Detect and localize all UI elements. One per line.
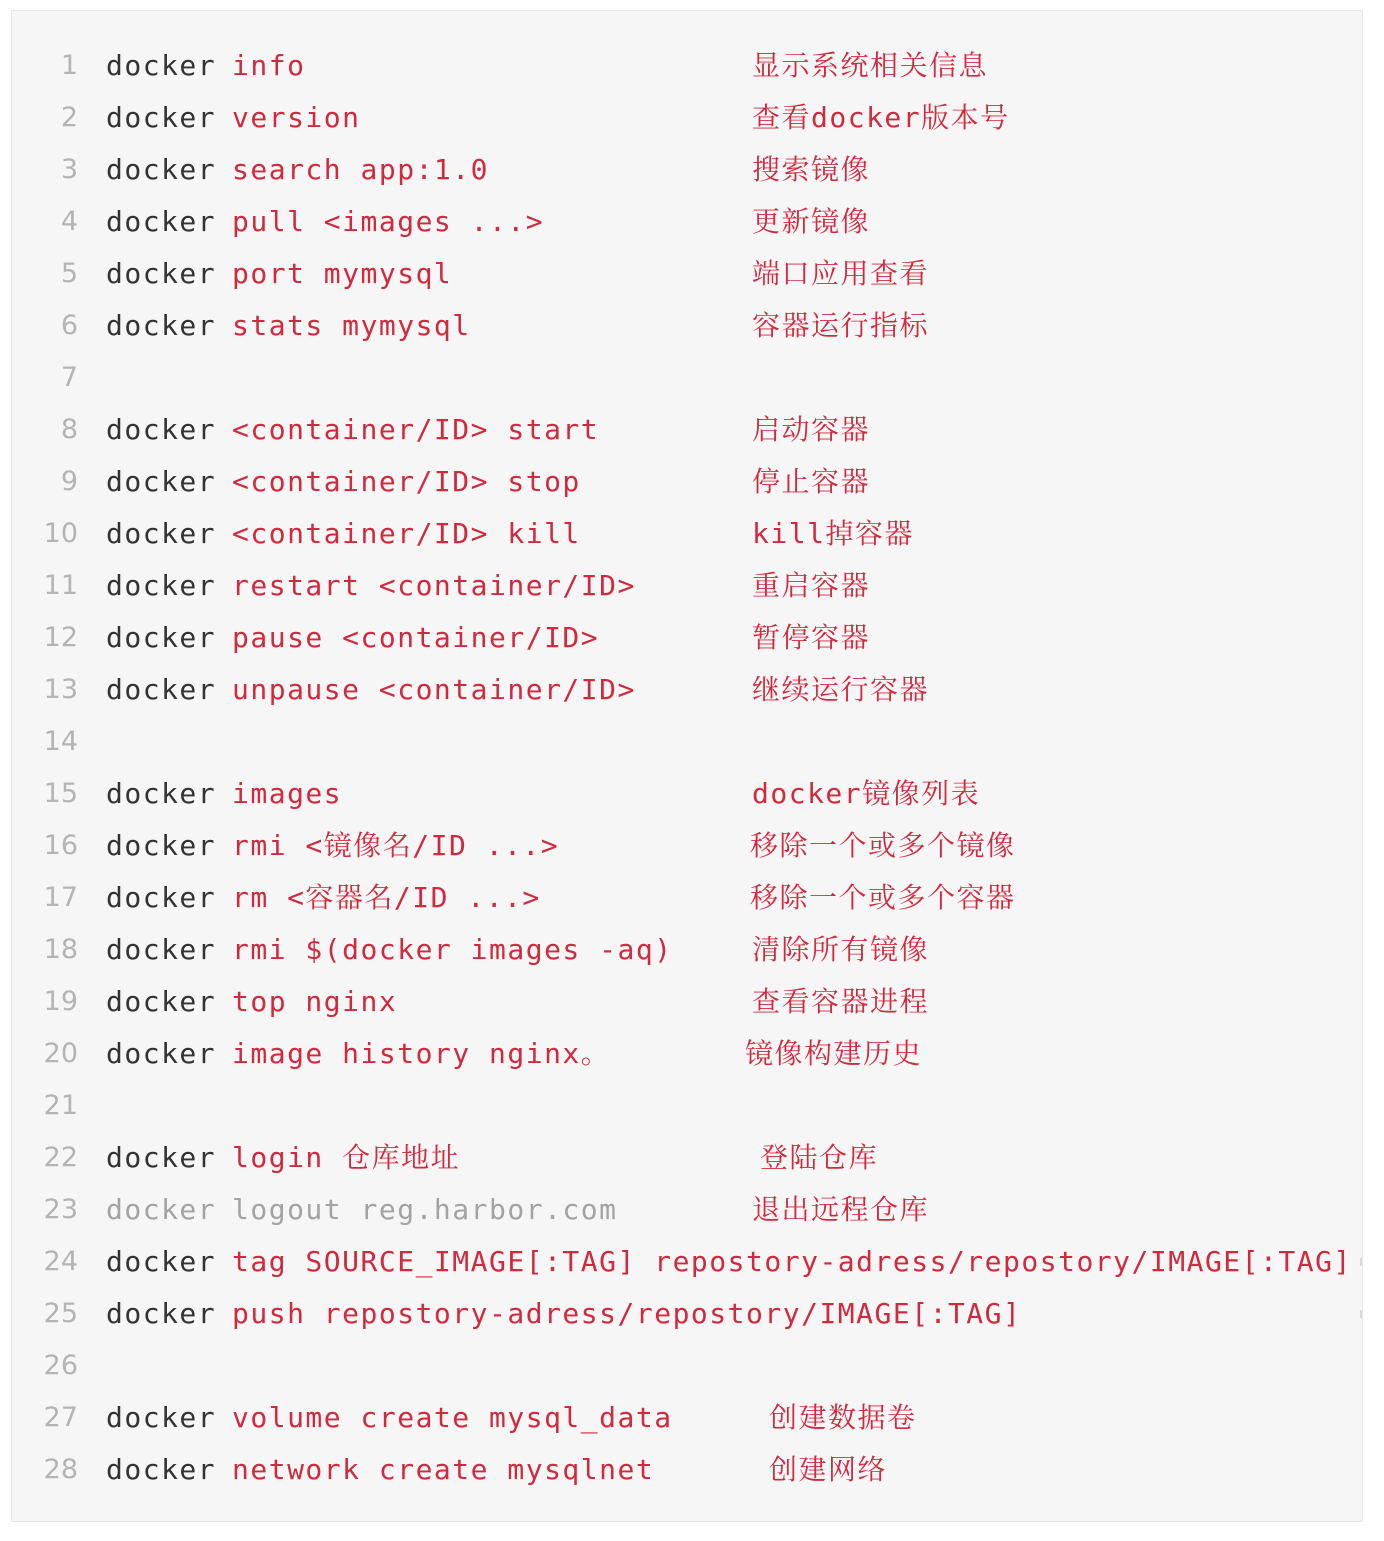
command-keyword: docker — [106, 985, 217, 1018]
line-number: 14 — [43, 726, 78, 757]
command-keyword: docker — [106, 101, 217, 134]
code-line — [12, 976, 1363, 1028]
command-arguments: top nginx — [232, 985, 398, 1018]
command-comment: 清除所有镜像 — [752, 933, 930, 966]
line-number: 16 — [43, 830, 78, 861]
code-line — [12, 612, 1363, 664]
command-keyword: docker — [106, 881, 217, 914]
line-number: 18 — [43, 934, 78, 965]
line-number: 13 — [43, 674, 78, 705]
command-arguments: stats mymysql — [232, 309, 471, 342]
code-line — [12, 248, 1363, 300]
line-number: 28 — [43, 1454, 78, 1485]
code-line — [12, 1184, 1363, 1236]
line-number: 26 — [43, 1350, 78, 1381]
command-keyword: docker — [106, 309, 217, 342]
command-arguments: pull <images ...> — [232, 205, 545, 238]
command-keyword: docker — [106, 49, 217, 82]
command-comment: 重启容器 — [752, 569, 871, 602]
line-number: 12 — [43, 622, 78, 653]
command-arguments: rmi <镜像名/ID ...> — [232, 829, 560, 862]
command-arguments: <container/ID> stop — [232, 465, 581, 498]
command-keyword: docker — [106, 1297, 217, 1330]
command-keyword: docker — [106, 1401, 217, 1434]
command-arguments: search app:1.0 — [232, 153, 490, 186]
line-number: 22 — [43, 1142, 78, 1173]
command-keyword: docker — [106, 621, 217, 654]
code-line — [12, 352, 1363, 404]
code-line — [12, 716, 1363, 768]
command-keyword: docker — [106, 465, 217, 498]
command-comment: 移除一个或多个镜像 — [750, 829, 1016, 862]
code-line — [12, 508, 1363, 560]
line-number: 9 — [60, 466, 78, 497]
command-comment: 端口应用查看 — [752, 257, 930, 290]
command-arguments: rm <容器名/ID ...> — [232, 881, 541, 914]
line-number: 2 — [60, 102, 78, 133]
command-keyword: docker — [106, 153, 217, 186]
command-keyword: docker — [106, 1037, 217, 1070]
command-comment: 镜像构建历史 — [745, 1037, 923, 1070]
line-number: 7 — [60, 362, 78, 393]
command-keyword: docker — [106, 569, 217, 602]
line-number: 8 — [60, 414, 78, 445]
command-keyword: docker — [106, 933, 217, 966]
command-comment: 启动容器 — [752, 413, 871, 446]
line-number: 15 — [43, 778, 78, 809]
command-arguments: <container/ID> start — [232, 413, 600, 446]
command-arguments: port mymysql — [232, 257, 453, 290]
code-line — [12, 560, 1363, 612]
line-number: 3 — [60, 154, 78, 185]
command-arguments: push repostory-adress/repostory/IMAGE[:TAG] — [232, 1297, 1022, 1330]
command-keyword: docker — [106, 257, 217, 290]
command-arguments: volume create mysql_data — [232, 1401, 673, 1434]
command-arguments: pause <container/ID> — [232, 621, 600, 654]
command-keyword: docker — [106, 517, 217, 550]
code-line — [12, 404, 1363, 456]
command-keyword: docker — [106, 1453, 217, 1486]
code-line — [12, 1340, 1363, 1392]
code-line — [12, 1444, 1363, 1496]
line-number: 23 — [43, 1194, 78, 1225]
line-number: 24 — [43, 1246, 78, 1277]
command-arguments: version — [232, 101, 361, 134]
command-arguments: network create mysqlnet — [232, 1453, 655, 1486]
code-line — [12, 456, 1363, 508]
overflow-indicator — [1360, 1258, 1362, 1266]
command-comment: 显示系统相关信息 — [752, 49, 989, 82]
command-arguments: restart <container/ID> — [232, 569, 636, 602]
command-arguments: info — [232, 49, 306, 82]
code-line — [12, 196, 1363, 248]
command-comment: kill掉容器 — [752, 517, 914, 550]
code-line — [12, 92, 1363, 144]
code-line — [12, 144, 1363, 196]
code-line — [12, 872, 1363, 924]
command-arguments: logout reg.harbor.com — [232, 1193, 618, 1226]
command-arguments: image history nginx。 — [232, 1037, 611, 1070]
command-comment: 容器运行指标 — [752, 309, 930, 342]
command-comment: docker镜像列表 — [752, 777, 981, 810]
command-keyword: docker — [106, 1141, 217, 1174]
line-number: 25 — [43, 1298, 78, 1329]
command-keyword: docker — [106, 829, 217, 862]
command-comment: 创建数据卷 — [769, 1401, 917, 1434]
code-line — [12, 1080, 1363, 1132]
command-comment: 暂停容器 — [752, 621, 871, 654]
line-number: 6 — [60, 310, 78, 341]
command-comment: 更新镜像 — [752, 205, 871, 238]
command-comment: 查看docker版本号 — [752, 101, 1010, 134]
line-number: 19 — [43, 986, 78, 1017]
command-keyword: docker — [106, 1193, 217, 1226]
line-number: 20 — [43, 1038, 78, 1069]
line-number: 10 — [43, 518, 78, 549]
command-arguments: images — [232, 777, 343, 810]
line-number: 1 — [60, 50, 78, 81]
command-arguments: login 仓库地址 — [232, 1141, 461, 1174]
command-comment: 搜索镜像 — [752, 153, 871, 186]
command-keyword: docker — [106, 205, 217, 238]
command-keyword: docker — [106, 1245, 217, 1278]
command-comment: 退出远程仓库 — [752, 1193, 930, 1226]
code-line — [12, 1288, 1363, 1340]
command-arguments: rmi $(docker images -aq) — [232, 933, 673, 966]
command-keyword: docker — [106, 673, 217, 706]
line-number: 17 — [43, 882, 78, 913]
code-line — [12, 924, 1363, 976]
command-arguments: tag SOURCE_IMAGE[:TAG] repostory-adress/repostory/IMAGE[:TAG] — [232, 1245, 1352, 1278]
line-number: 21 — [43, 1090, 78, 1121]
line-number: 5 — [60, 258, 78, 289]
command-arguments: <container/ID> kill — [232, 517, 581, 550]
code-line — [12, 664, 1363, 716]
code-line — [12, 1392, 1363, 1444]
overflow-indicator — [1360, 1310, 1362, 1318]
code-line — [12, 300, 1363, 352]
code-line — [12, 1236, 1363, 1288]
line-number: 4 — [60, 206, 78, 237]
line-number: 27 — [43, 1402, 78, 1433]
command-comment: 移除一个或多个容器 — [750, 881, 1016, 914]
command-comment: 停止容器 — [752, 465, 871, 498]
command-comment: 查看容器进程 — [752, 985, 930, 1018]
command-comment: 创建网络 — [769, 1453, 888, 1486]
command-comment: 继续运行容器 — [752, 673, 930, 706]
command-arguments: unpause <container/ID> — [232, 673, 636, 706]
code-line — [12, 1132, 1363, 1184]
line-number: 11 — [43, 570, 78, 601]
code-line — [12, 820, 1363, 872]
command-keyword: docker — [106, 413, 217, 446]
command-keyword: docker — [106, 777, 217, 810]
code-line — [12, 1028, 1363, 1080]
code-line — [12, 768, 1363, 820]
code-line — [12, 40, 1363, 92]
command-comment: 登陆仓库 — [760, 1141, 879, 1174]
code-block[interactable] — [11, 10, 1363, 1522]
